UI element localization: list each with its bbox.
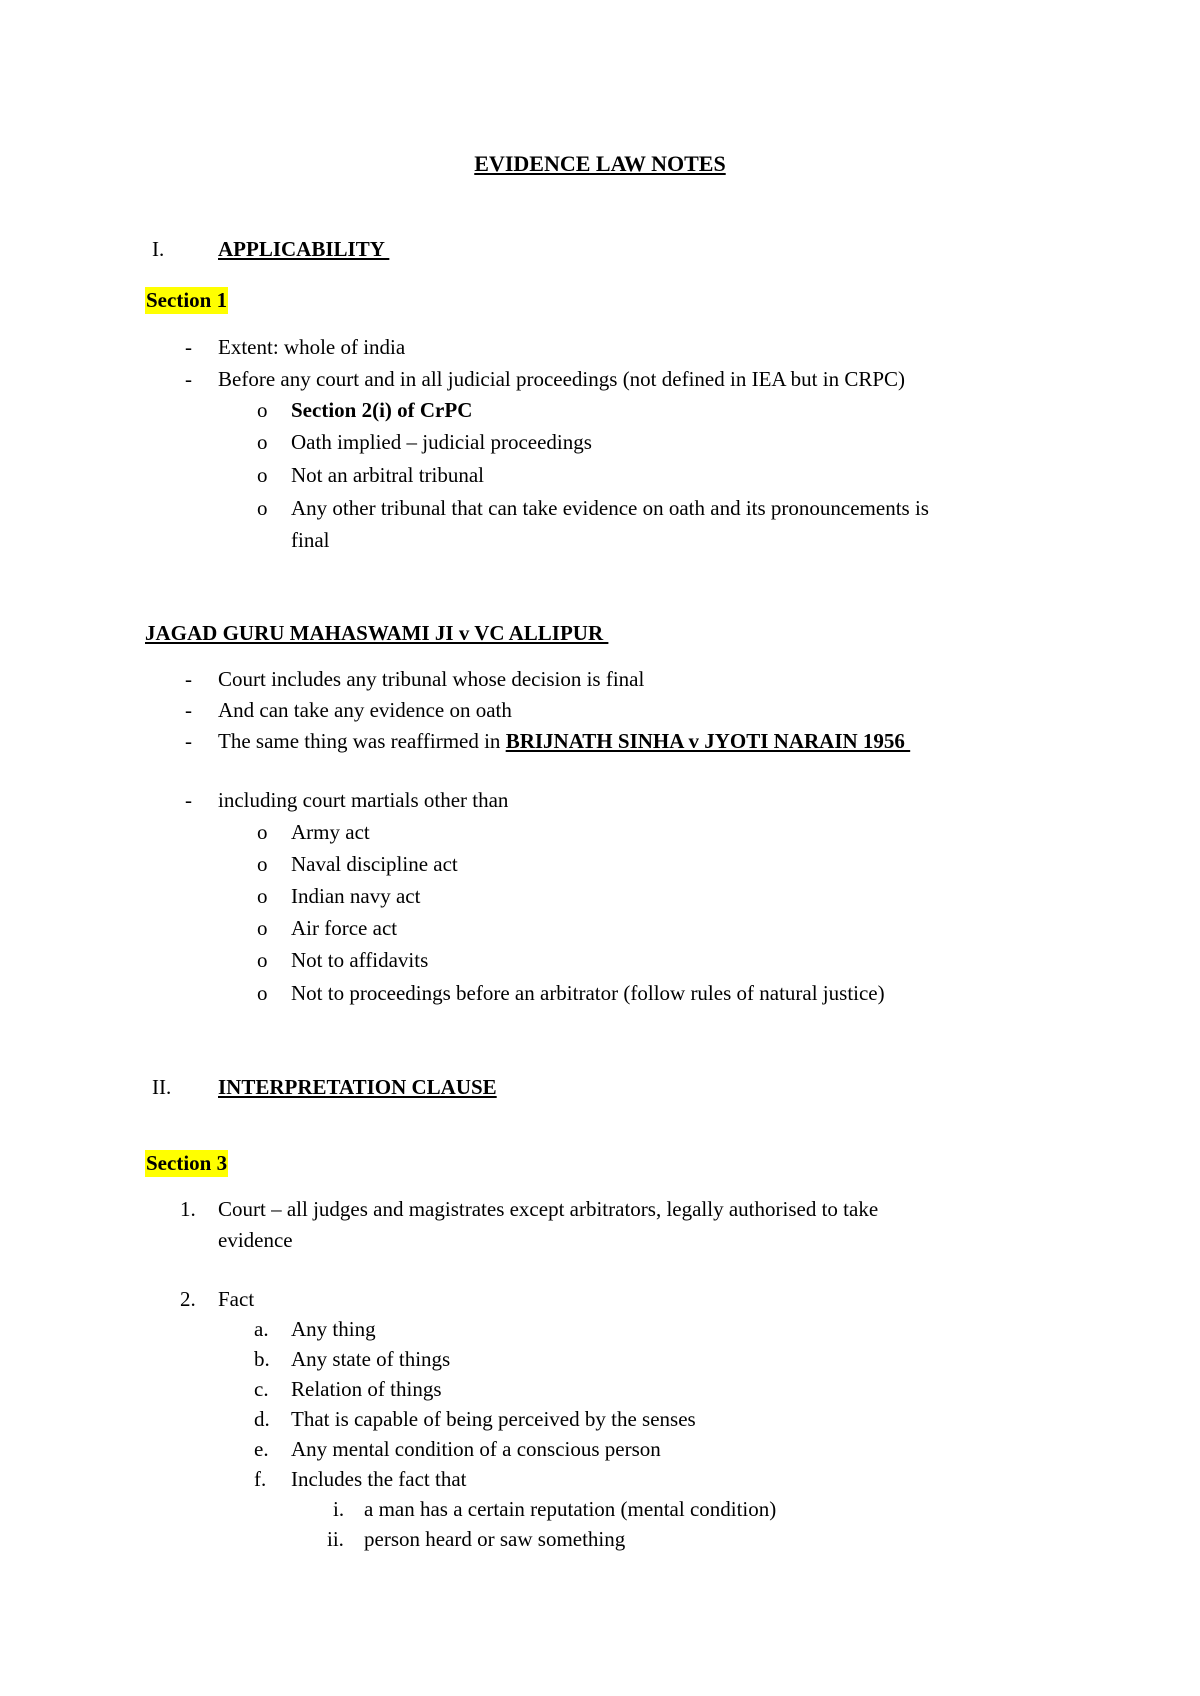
sub-bullet-text: Indian navy act: [291, 884, 421, 908]
circle-marker: o: [257, 820, 268, 844]
letter-marker: f.: [254, 1467, 267, 1491]
fact-item-text: Any mental condition of a conscious person: [291, 1437, 661, 1461]
bullet-text: Before any court and in all judicial proceedings (not defined in IEA but in CRPC): [218, 367, 906, 391]
letter-marker: c.: [254, 1377, 269, 1401]
fact-item-text: Any thing: [291, 1317, 376, 1341]
list-number: 2.: [180, 1287, 196, 1311]
letter-marker: e.: [254, 1437, 269, 1461]
list-item-text: evidence: [218, 1228, 293, 1252]
fact-item-text: Relation of things: [291, 1377, 442, 1401]
section-ii-numeral: II.: [152, 1075, 172, 1099]
circle-marker: o: [257, 496, 268, 520]
circle-marker: o: [257, 852, 268, 876]
sub-bullet-text: Air force act: [291, 916, 398, 940]
sub-bullet-text: Army act: [291, 820, 370, 844]
bullet-text: And can take any evidence on oath: [218, 698, 512, 722]
reaffirmed-line: The same thing was reaffirmed in BRIJNATH SINHA v JYOTI NARAIN 1956: [218, 729, 911, 753]
bullet-text: including court martials other than: [218, 788, 509, 812]
list-number: 1.: [180, 1197, 196, 1221]
circle-marker: o: [257, 463, 268, 487]
bullet-text: Court includes any tribunal whose decision is final: [218, 667, 645, 691]
bullet-text: Extent: whole of india: [218, 335, 406, 359]
list-item-text: Fact: [218, 1287, 255, 1311]
section-1-label: Section 1: [146, 288, 228, 312]
dash-marker: -: [185, 367, 192, 391]
letter-marker: d.: [254, 1407, 270, 1431]
roman-marker: ii.: [327, 1527, 344, 1551]
fact-item-text: Any state of things: [291, 1347, 451, 1371]
circle-marker: o: [257, 884, 268, 908]
section-i-numeral: I.: [152, 237, 165, 261]
section-ii-heading: INTERPRETATION CLAUSE: [218, 1075, 497, 1099]
dash-marker: -: [185, 667, 192, 691]
circle-marker: o: [257, 916, 268, 940]
dash-marker: -: [185, 788, 192, 812]
circle-marker: o: [257, 398, 268, 422]
sub-bullet-text: Not an arbitral tribunal: [291, 463, 485, 487]
reaffirmed-case: BRIJNATH SINHA v JYOTI NARAIN 1956: [505, 729, 911, 753]
dash-marker: -: [185, 729, 192, 753]
dash-marker: -: [185, 698, 192, 722]
section-i-heading: APPLICABILITY: [218, 237, 390, 261]
case-heading: JAGAD GURU MAHASWAMI JI v VC ALLIPUR: [145, 621, 609, 645]
fact-item-text: Includes the fact that: [291, 1467, 467, 1491]
sub-bullet-text: Not to affidavits: [291, 948, 429, 972]
circle-marker: o: [257, 948, 268, 972]
list-item-text: Court – all judges and magistrates except arbitrators, legally authorised to take: [218, 1197, 879, 1221]
dash-marker: -: [185, 335, 192, 359]
fact-item-text: That is capable of being perceived by the senses: [291, 1407, 696, 1431]
roman-item-text: person heard or saw something: [364, 1527, 626, 1551]
circle-marker: o: [257, 981, 268, 1005]
circle-marker: o: [257, 430, 268, 454]
document-title: EVIDENCE LAW NOTES: [474, 151, 726, 176]
sub-bullet-text: Not to proceedings before an arbitrator (follow rules of natural justice): [291, 981, 885, 1005]
roman-marker: i.: [333, 1497, 345, 1521]
sub-bullet-text: Naval discipline act: [291, 852, 458, 876]
letter-marker: b.: [254, 1347, 270, 1371]
sub-bullet-text: Any other tribunal that can take evidence on oath and its pronouncements is: [291, 496, 929, 520]
letter-marker: a.: [254, 1317, 269, 1341]
roman-item-text: a man has a certain reputation (mental condition): [364, 1497, 777, 1521]
sub-bullet-text: Section 2(i) of CrPC: [291, 398, 473, 422]
sub-bullet-text: Oath implied – judicial proceedings: [291, 430, 592, 454]
sub-bullet-text: final: [291, 528, 330, 552]
section-3-label: Section 3: [146, 1151, 228, 1175]
